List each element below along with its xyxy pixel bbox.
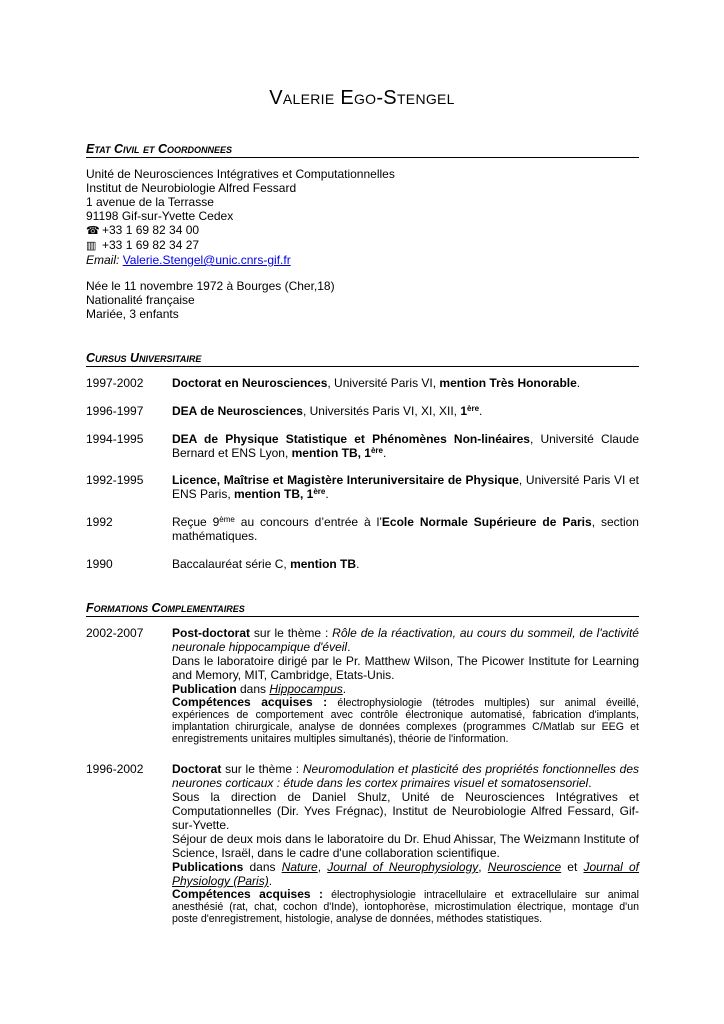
entry-year: 1997-2002 xyxy=(86,376,144,390)
formation-competences: Compétences acquises : électrophysiologie (tétrodes multiples) sur animal éveillé, expériences de comportement avec contrôle électronique automatisé, fabrication d'implants, implantation chirurgicale, analyse de données complexes (programmes C/Matlab sur EEG et enregistrements unitaires multiples simultanés), théorie de l'information. xyxy=(172,695,640,745)
entry-description xyxy=(172,762,639,925)
email-link[interactable]: Valerie.Stengel@unic.cnrs-gif.fr xyxy=(122,253,291,267)
entry-description: Doctorat en Neurosciences, Université Paris VI, mention Très Honorable. xyxy=(172,376,581,390)
fax-icon: ▥ xyxy=(86,240,97,252)
section-heading-cursus: Cursus Universitaire xyxy=(86,351,639,367)
birth-info: Née le 11 novembre 1972 à Bourges (Cher,18) xyxy=(86,279,335,293)
entry-year: 1996-1997 xyxy=(86,404,144,418)
entry-year: 1992 xyxy=(86,515,113,529)
entry-year: 2002-2007 xyxy=(86,626,144,640)
fax-line xyxy=(86,238,639,253)
nationality-info: Nationalité française xyxy=(86,293,195,307)
formation-publication: Publication dans Hippocampus. xyxy=(172,682,347,696)
entry-year: 1996-2002 xyxy=(86,762,144,776)
entry-year: 1990 xyxy=(86,557,113,571)
entry-description xyxy=(172,626,639,745)
email-line xyxy=(86,253,639,267)
lab-name: Unité de Neurosciences Intégratives et Computationnelles xyxy=(86,167,395,181)
section-heading-etat-civil: Etat Civil et Coordonnees xyxy=(86,142,639,158)
phone-line xyxy=(86,223,639,238)
street-address: 1 avenue de la Terrasse xyxy=(86,195,214,209)
institute-name: Institut de Neurobiologie Alfred Fessard xyxy=(86,181,297,195)
entry-description: DEA de Neurosciences, Universités Paris VI, XI, XII, 1ère. xyxy=(172,404,483,418)
cv-name: Valerie Ego-Stengel xyxy=(269,87,455,109)
formation-title: Doctorat sur le thème : Neuromodulation et plasticité des propriétés fonctionnelles des neurones corticaux : étude dans les cortex primaires visuel et somatosensoriel. xyxy=(172,762,639,790)
entry-year: 1992-1995 xyxy=(86,473,144,487)
formation-stay: Séjour de deux mois dans le laboratoire du Dr. Ehud Ahissar, The Weizmann Institute of Science, Israël, dans le cadre d'une collaboration scientifique. xyxy=(172,832,639,860)
entry-description: Licence, Maîtrise et Magistère Interuniversitaire de Physique, Université Paris VI et ENS Paris, mention TB, 1ère. xyxy=(172,473,639,501)
phone-icon: ☎ xyxy=(86,225,100,237)
formation-lab: Dans le laboratoire dirigé par le Pr. Matthew Wilson, The Picower Institute for Learning and Memory, MIT, Cambridge, Etats-Unis. xyxy=(172,654,639,682)
contact-block xyxy=(86,167,639,267)
formation-publications: Publications dans Nature, Journal of Neurophysiology, Neuroscience et Journal of Physiology (Paris). xyxy=(172,860,640,888)
section-heading-formations: Formations Complementaires xyxy=(86,601,639,617)
entry-description: Reçue 9ème au concours d’entrée à l’Ecole Normale Supérieure de Paris, section mathématiques. xyxy=(172,515,639,543)
entry-year: 1994-1995 xyxy=(86,432,144,446)
entry-description: DEA de Physique Statistique et Phénomènes Non-linéaires, Université Claude Bernard et ENS Lyon, mention TB, 1ère. xyxy=(172,432,639,460)
fax-number: +33 1 69 82 34 27 xyxy=(102,238,200,252)
formation-title: Post-doctorat sur le thème : Rôle de la réactivation, au cours du sommeil, de l'activité neuronale hippocampique d'éveil. xyxy=(172,626,639,654)
phone-number: +33 1 69 82 34 00 xyxy=(102,223,200,237)
entry-description: Baccalauréat série C, mention TB. xyxy=(172,557,360,571)
formation-competences: Compétences acquises : électrophysiologie intracellulaire et extracellulaire sur animal anesthésié (rat, chat, cochon d'Inde), iontophorèse, microstimulation électrique, montage d'un poste d'enregistrement, histologie, analyse de données, méthodes statistiques. xyxy=(172,887,639,925)
family-info: Mariée, 3 enfants xyxy=(86,307,179,321)
city-address: 91198 Gif-sur-Yvette Cedex xyxy=(86,209,234,223)
email-label: Email: xyxy=(86,253,120,267)
personal-block xyxy=(86,279,639,321)
formation-lab: Sous la direction de Daniel Shulz, Unité de Neurosciences Intégratives et Computationnelles (Dir. Yves Frégnac), Institut de Neurobiologie Alfred Fessard, Gif-sur-Yvette. xyxy=(172,790,639,832)
